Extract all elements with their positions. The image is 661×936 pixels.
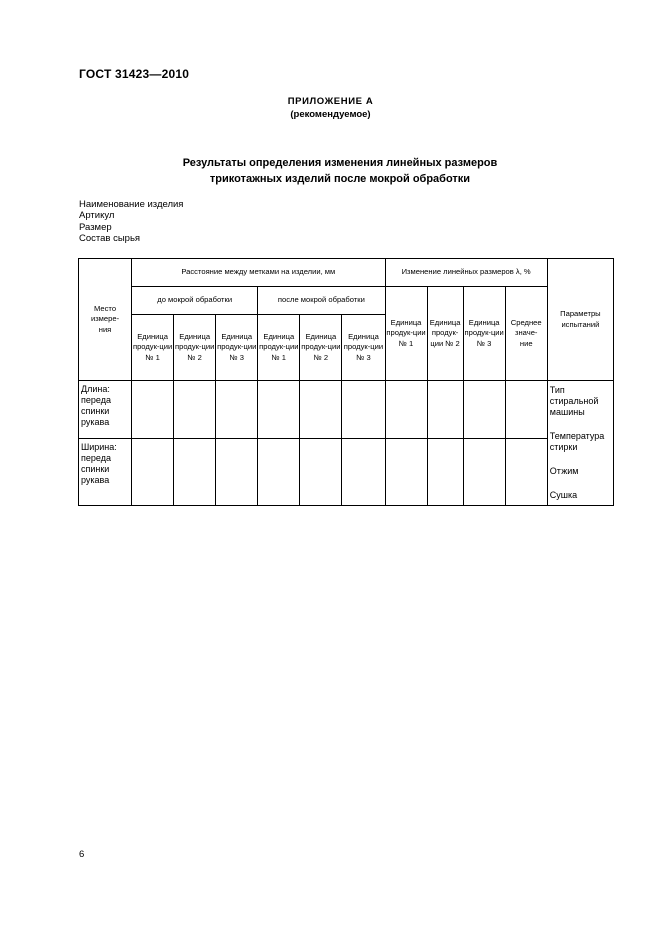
param-spin: Отжим <box>549 466 579 476</box>
appendix-status: (рекомендуемое) <box>290 109 371 120</box>
standard-number: ГОСТ 31423—2010 <box>79 67 190 81</box>
field-size: Размер <box>79 221 112 233</box>
field-composition: Состав сырья <box>79 233 141 245</box>
header-before-unit-1: Единица продук-ции № 1 <box>132 315 174 381</box>
param-wash-temperature: Температура стирки <box>549 431 605 452</box>
table-cell <box>427 438 463 505</box>
field-product-name: Наименование изделия <box>79 199 184 210</box>
table-cell <box>463 438 505 505</box>
param-drying: Сушка <box>549 490 578 500</box>
table-cell <box>300 381 342 439</box>
row-length-label: Длина: переда спинки рукава <box>79 381 132 439</box>
table-cell <box>427 381 463 439</box>
header-distance-group: Расстояние между метками на изделии, мм <box>132 259 385 287</box>
table-cell <box>505 381 547 439</box>
results-table <box>78 258 614 506</box>
table-cell <box>505 438 547 505</box>
header-params: Параметры испытаний <box>547 259 613 381</box>
table-cell <box>342 381 385 439</box>
table-heading-line-2: трикотажных изделий после мокрой обработки <box>209 173 471 185</box>
header-before-unit-2: Единица продук-ции № 2 <box>174 315 216 381</box>
table-cell <box>132 381 174 439</box>
table-cell <box>258 381 300 439</box>
table-cell <box>342 438 385 505</box>
table-cell <box>463 381 505 439</box>
table-cell <box>132 438 174 505</box>
header-before-unit-3: Единица продук-ции № 3 <box>216 315 258 381</box>
appendix-title: ПРИЛОЖЕНИЕ А <box>287 96 374 107</box>
header-change-unit-1: Единица продук-ции № 1 <box>385 287 427 381</box>
field-article: Артикул <box>79 210 115 222</box>
header-before: до мокрой обработки <box>132 287 258 315</box>
table-cell <box>258 438 300 505</box>
table-cell <box>174 438 216 505</box>
header-after-unit-3: Единица продук-ции № 3 <box>342 315 385 381</box>
table-cell <box>216 381 258 439</box>
page-number: 6 <box>79 849 85 860</box>
header-after-unit-1: Единица продук-ции № 1 <box>258 315 300 381</box>
table-heading-line-1: Результаты определения изменения линейных размеров <box>182 157 498 169</box>
header-after: после мокрой обработки <box>258 287 385 315</box>
product-fields <box>79 199 183 245</box>
param-machine-type: Тип стиральной машины <box>549 385 599 417</box>
table-cell <box>385 438 427 505</box>
header-average: Среднее значе-ние <box>505 287 547 381</box>
test-params-cell <box>547 381 613 506</box>
row-width-label: Ширина: переда спинки рукава <box>79 438 132 505</box>
table-cell <box>300 438 342 505</box>
header-place: Место измере-ния <box>79 259 132 381</box>
table-cell <box>174 381 216 439</box>
header-change-group: Изменение линейных размеров λ, % <box>385 259 547 287</box>
header-change-unit-3: Единица продук-ции № 3 <box>463 287 505 381</box>
table-cell <box>216 438 258 505</box>
header-after-unit-2: Единица продук-ции № 2 <box>300 315 342 381</box>
header-change-unit-2: Единица продук-ции № 2 <box>427 287 463 381</box>
table-cell <box>385 381 427 439</box>
